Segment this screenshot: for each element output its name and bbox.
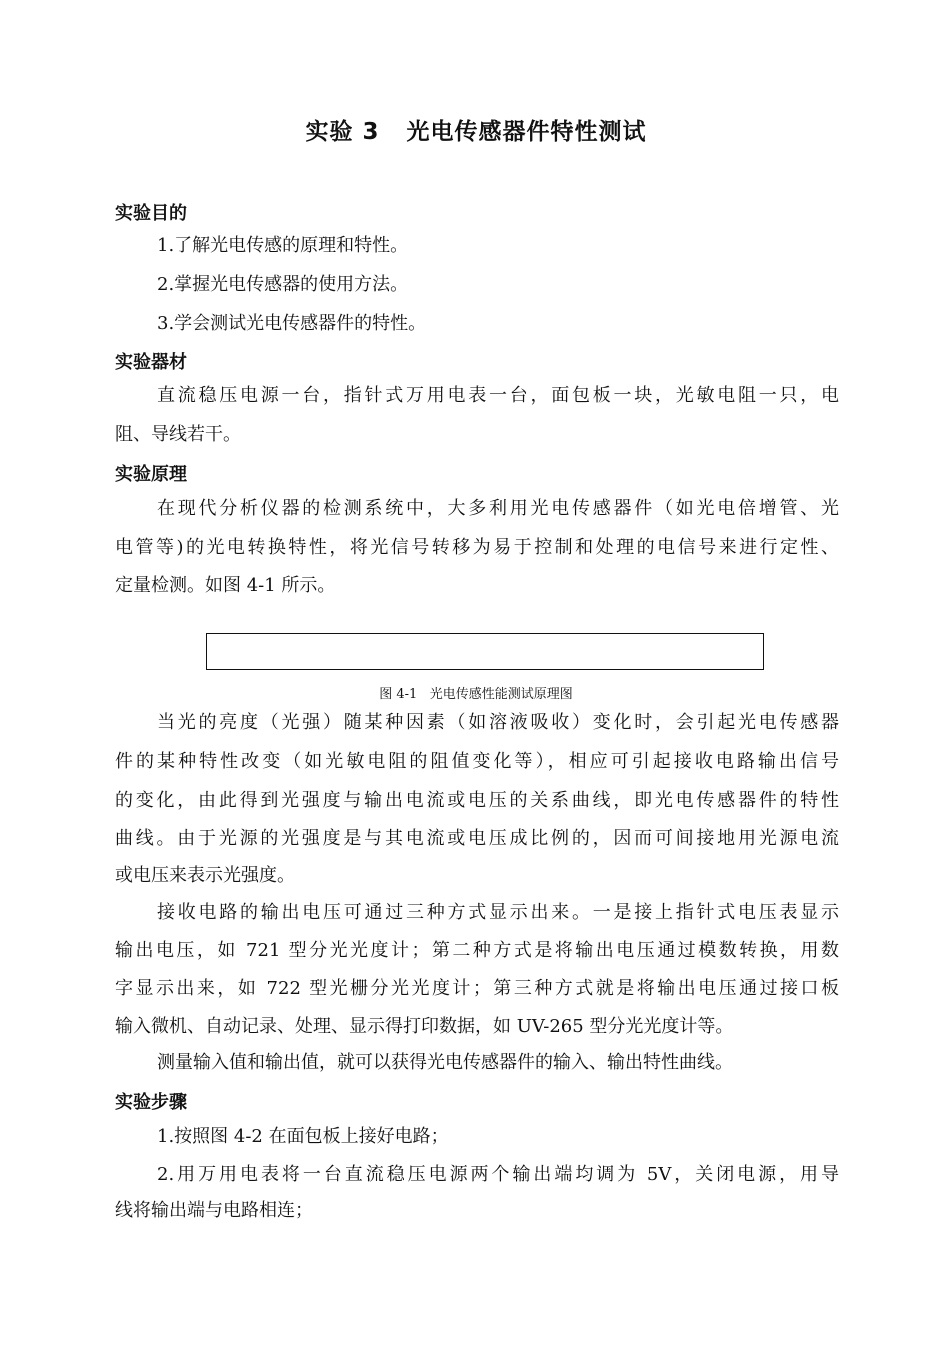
paragraph-line: 阻、导线若干。 xyxy=(115,424,241,445)
paragraph-line: 件的某种特性改变（如光敏电阻的阻值变化等），相应可引起接收电路输出信号 xyxy=(115,751,839,772)
section-heading-principle: 实验原理 xyxy=(115,464,187,485)
paragraph-line: 字显示出来，如 722 型光栅分光光度计；第三种方式就是将输出电压通过接口板 xyxy=(115,978,839,999)
figure-caption: 图 4-1 光电传感性能测试原理图 xyxy=(379,687,573,702)
paragraph-line: 电管等)的光电转换特性，将光信号转移为易于控制和处理的电信号来进行定性、 xyxy=(115,537,839,558)
paragraph-line: 当光的亮度（光强）随某种因素（如溶液吸收）变化时，会引起光电传感器 xyxy=(157,712,839,733)
section-heading-equipment: 实验器材 xyxy=(115,352,187,373)
paragraph-line: 在现代分析仪器的检测系统中，大多利用光电传感器件（如光电倍增管、光 xyxy=(157,498,839,519)
paragraph-line: 2.用万用电表将一台直流稳压电源两个输出端均调为 5V，关闭电源，用导 xyxy=(157,1164,839,1185)
figure-placeholder xyxy=(206,633,764,670)
paragraph-line: 的变化，由此得到光强度与输出电流或电压的关系曲线，即光电传感器件的特性 xyxy=(115,790,839,811)
paragraph-line: 接收电路的输出电压可通过三种方式显示出来。一是接上指针式电压表显示 xyxy=(157,902,839,923)
paragraph-line: 直流稳压电源一台，指针式万用电表一台，面包板一块，光敏电阻一只，电 xyxy=(157,385,839,406)
paragraph-line: 1.按照图 4-2 在面包板上接好电路； xyxy=(157,1126,449,1147)
page-title: 实验 3 光电传感器件特性测试 xyxy=(305,119,647,145)
paragraph-line: 线将输出端与电路相连； xyxy=(115,1200,313,1221)
paragraph-line: 3.学会测试光电传感器件的特性。 xyxy=(157,313,427,334)
paragraph-line: 1.了解光电传感的原理和特性。 xyxy=(157,235,409,256)
paragraph-line: 2.掌握光电传感器的使用方法。 xyxy=(157,274,409,295)
paragraph-line: 测量输入值和输出值，就可以获得光电传感器件的输入、输出特性曲线。 xyxy=(157,1052,733,1073)
section-heading-procedure: 实验步骤 xyxy=(115,1092,187,1113)
paragraph-line: 输出电压，如 721 型分光光度计；第二种方式是将输出电压通过模数转换，用数 xyxy=(115,940,839,961)
paragraph-line: 曲线。由于光源的光强度是与其电流或电压成比例的，因而可间接地用光源电流 xyxy=(115,828,839,849)
section-heading-purpose: 实验目的 xyxy=(115,203,187,224)
paragraph-line: 输入微机、自动记录、处理、显示得打印数据，如 UV-265 型分光光度计等。 xyxy=(115,1016,734,1037)
paragraph-line: 定量检测。如图 4-1 所示。 xyxy=(115,575,336,596)
paragraph-line: 或电压来表示光强度。 xyxy=(115,865,295,886)
